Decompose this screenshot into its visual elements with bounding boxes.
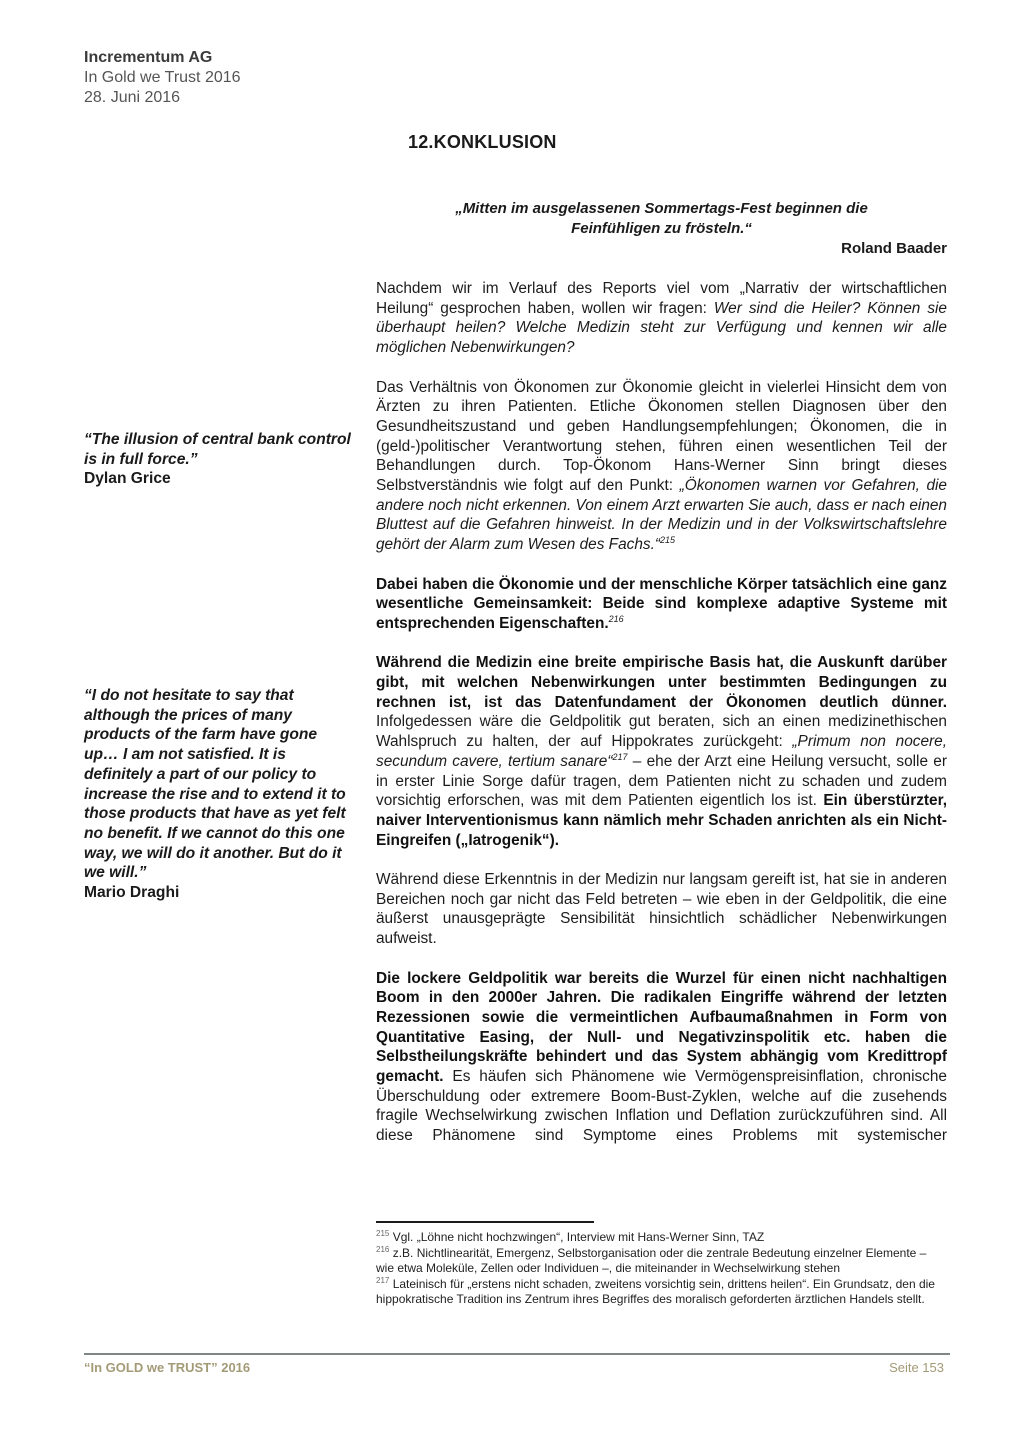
latin-quote: „Primum non nocere, secundum cavere, tertium sanare“ [376,733,947,770]
paragraph [376,870,947,949]
quoted-text: „Ökonomen warnen vor Gefahren, die andere noch nicht erkennen. Von einem Arzt erwarten Sie auch, dass er nach einen Bluttest auf die Gefahren hinweist. In der Medizin und in der Volkswirtschaftslehre gehört der Alarm zum Wesen des Fachs.“ [376,477,947,554]
paragraph-text: Es häufen sich Phänomene wie Vermögenspreisinflation, chronische Überschuldung oder extremere Boom-Bust-Zyklen, welche auf die zusehends fragile Wechselwirkung zwischen Inflation und Deflation zurückzuführen sind. All diese Phänomene sind Symptome eines Problems mit systemischer [376,1068,947,1145]
paragraph-text: – ehe der Arzt eine Heilung versucht, solle er in erster Linie Sorge dafür tragen, dem Patienten nicht zu schaden und zudem vorsichtig erforschen, was mit dem Patienten eigentlich los ist. [376,752,947,810]
epigraph-quote-line-1: „Mitten im ausgelassenen Sommertags-Fest beginnen die [455,200,868,217]
page-header [84,48,241,108]
footnote [376,1277,947,1308]
paragraph [376,378,947,555]
section-title-text: KONKLUSION [433,132,557,152]
footnotes [376,1230,947,1308]
section-title [408,132,557,153]
footnote-number: 217 [376,1275,390,1285]
sidebar-quote-author: Dylan Grice [84,470,171,488]
paragraph [376,653,947,850]
epigraph-author: Roland Baader [841,240,947,257]
paragraph [376,279,947,358]
paragraph-text: Infolgedessen wäre die Geldpolitik gut beraten, sich an einen medizinethischen Wahlspruch zu halten, der auf Hippokrates zurückgeht: [376,713,947,751]
sidebar-quote [84,430,354,489]
paragraph-bold-text: Ein überstürzter, naiver Interventionismus kann nämlich mehr Schaden anrichten als ein Nicht-Eingreifen („Iatrogenik“). [376,792,947,849]
footnote-ref[interactable]: 215 [659,535,676,546]
epigraph-quote-line-2: Feinfühligen zu frösteln.“ [571,220,752,237]
footnote [376,1246,947,1277]
paragraph-text: Nachdem wir im Verlauf des Reports viel vom „Narrativ der wirtschaftlichen Heilung“ gesprochen haben, wollen wir fragen: [376,280,947,317]
paragraph-text: Das Verhältnis von Ökonomen zur Ökonomie gleicht in vielerlei Hinsicht dem von Ärzten zu ihren Patienten. Etliche Ökonomen stellen Diagnosen über den Gesundheitszustand und geben Handlungsempfehlungen; Ökonomen, die in (geld-)politischer Verantwortung stehen, führen einen wesentlichen Teil der Behandlungen durch. Top-Ökonom Hans-Werner Sinn bringt dieses Selbstverständnis wie folgt auf den Punkt: [376,378,947,495]
sidebar-quote-author: Mario Draghi [84,884,180,902]
paragraph [376,575,947,634]
footnote-text: Lateinisch für „erstens nicht schaden, zweitens vorsichtig sein, drittens heilen“. Ein Grundsatz, den die hippokratische Tradition ins Zentrum ihres Begriffes des moralisch geforderten ärztlichen Handels stellt. [376,1276,935,1307]
section-number: 12. [408,132,434,152]
paragraph-bold-text: Dabei haben die Ökonomie und der menschliche Körper tatsächlich eine ganz wesentliche Gemeinsamkeit: Beide sind komplexe adaptive Systeme mit entsprechenden Eigenschaften. [376,575,947,632]
sidebar-quote-text: “I do not hesitate to say that although the prices of many products of the farm have gone up… I am not satisfied. It is definitely a part of our policy to increase the rise and to extend it to those products that have as yet felt no benefit. If we cannot do this one way, we will do it another. But do it we will.” [84,687,346,882]
paragraph-text: Während diese Erkenntnis in der Medizin nur langsam gereift ist, hat sie in anderen Bereichen noch gar nicht das Feld betreten – wie eben in der Geldpolitik, die eine äußerst unausgeprägte Sensibilität hinsichtlich schädlicher Nebenwirkungen aufweist. [376,871,947,948]
report-date: 28. Juni 2016 [84,89,181,106]
footnote-ref[interactable]: 217 [612,751,628,762]
footnote-number: 216 [376,1244,390,1254]
footnote-number: 215 [376,1229,390,1238]
page-number: Seite 153 [889,1360,944,1375]
sidebar-quote [84,686,354,903]
epigraph [376,199,947,259]
sidebar-quote-text: “The illusion of central bank control is in full force.” [84,431,351,468]
paragraph [376,969,947,1146]
footnote-separator [376,1221,594,1223]
footnote-text: Vgl. „Löhne nicht hochzwingen“, Interview mit Hans-Werner Sinn, TAZ [389,1230,765,1244]
footnote [376,1230,947,1246]
footer-rule [84,1353,950,1355]
footnote-ref[interactable]: 216 [608,613,624,624]
footnote-text: z.B. Nichtlinearität, Emergenz, Selbstorganisation oder die zentrale Bedeutung einzelner Elemente – wie etwa Moleküle, Zellen oder Individuen –, die miteinander in Wechselwirkung stehen [376,1245,927,1276]
body-text [376,279,947,1166]
footer-title: “In GOLD we TRUST” 2016 [84,1360,251,1375]
report-title: In Gold we Trust 2016 [84,69,241,86]
paragraph-italic-text: Wer sind die Heiler? Können sie überhaupt heilen? Welche Medizin steht zur Verfügung und kennen wir alle möglichen Nebenwirkungen? [376,299,947,357]
company-name: Incrementum AG [84,49,213,66]
paragraph-bold-text: Während die Medizin eine breite empirische Basis hat, die Auskunft darüber gibt, mit welchen Nebenwirkungen unter bestimmten Bedingungen zu rechnen ist, ist das Datenfundament der Ökonomen deutlich dünner. [376,654,947,711]
paragraph-bold-text: Die lockere Geldpolitik war bereits die Wurzel für einen nicht nachhaltigen Boom in den 2000er Jahren. Die radikalen Eingriffe während der letzten Rezessionen sowie die vermeintlichen Aufbaumaßnahmen in Form von Quantitative Easing, der Null- und Negativzinspolitik etc. haben die Selbstheilungskräfte behindert und das System abhängig vom Kredittropf gemacht. [376,969,947,1086]
